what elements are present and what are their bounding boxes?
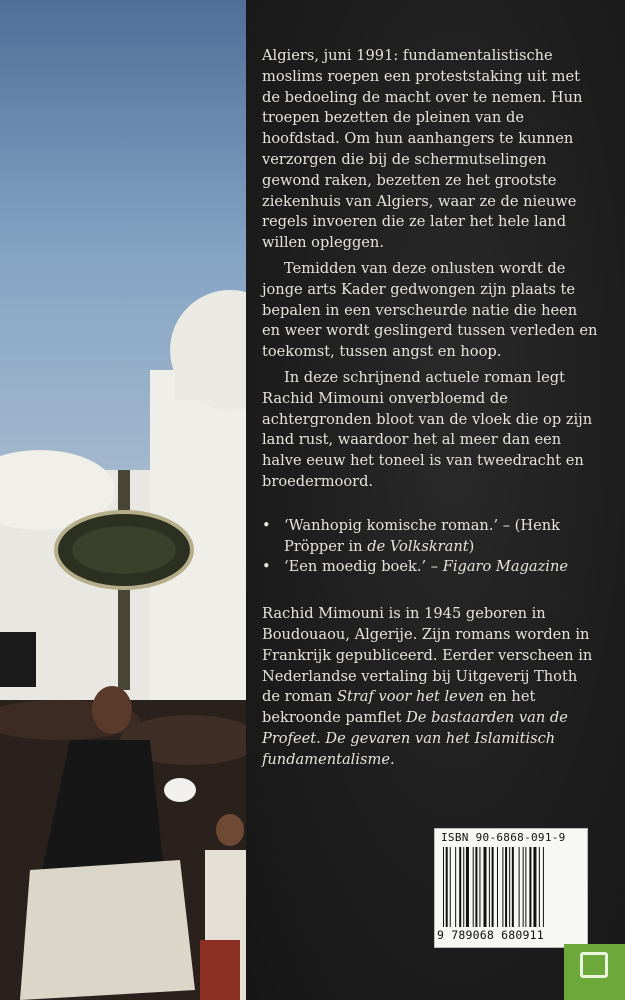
blurb-paragraph-1: Algiers, juni 1991: fundamentalistische moslims roepen een proteststaking uit met de bedoeling de macht over te nemen. Hun troepen bezetten de pleinen van de hoofdstad. Om hun aanhangers te kunnen verzorgen die bij de schermutselingen gewond raken, bezetten ze het grootste ziekenhuis van Algiers, waar ze de nieuwe regels invoeren die ze later het hele land willen opleggen. xyxy=(262,47,583,252)
barcode-bar xyxy=(450,847,451,927)
blurb-text xyxy=(262,46,598,771)
barcode-bar xyxy=(539,847,540,927)
barcode-bar xyxy=(475,847,477,927)
barcode-bar xyxy=(502,847,503,927)
barcode-bar xyxy=(446,847,448,927)
barcode-bar xyxy=(484,847,487,927)
barcode-bar xyxy=(443,847,444,927)
barcode-bar xyxy=(512,847,514,927)
blurb-paragraph-3: In deze schrijnend actuele roman legt Rachid Mimouni onverbloemd de achtergronden bloot van de vloek die op zijn land rust, waardoor het al meer dan een halve eeuw het toneel is van tweedracht en broedermoord. xyxy=(262,368,593,490)
barcode-bar xyxy=(466,847,469,927)
barcode-bar xyxy=(543,847,544,927)
isbn-label: ISBN 90-6868-091-9 xyxy=(441,831,566,844)
barcode-bar xyxy=(497,847,498,927)
barcode-bar xyxy=(489,847,490,927)
barcode-bar xyxy=(523,847,524,927)
barcode-bar xyxy=(509,847,510,927)
barcode-bar xyxy=(459,847,461,927)
review-quote-2: • ‘Een moedig boek.’ – Figaro Magazine xyxy=(262,557,598,578)
barcode-bar xyxy=(529,847,531,927)
lastdodo-logo xyxy=(564,944,625,1000)
barcode-bar xyxy=(455,847,456,927)
barcode-bar xyxy=(492,847,494,927)
barcode-bar xyxy=(473,847,474,927)
barcode-bar xyxy=(525,847,526,927)
barcode-bar xyxy=(505,847,507,927)
review-quotes xyxy=(262,516,598,578)
barcode-bars xyxy=(443,847,581,927)
cover-photo xyxy=(0,0,246,1000)
barcode-digits: 9 789068 680911 xyxy=(437,928,544,942)
barcode-bar xyxy=(463,847,464,927)
barcode-bar xyxy=(519,847,520,927)
barcode-bar xyxy=(533,847,536,927)
barcode-bar xyxy=(479,847,480,927)
author-bio: Rachid Mimouni is in 1945 geboren in Boudouaou, Algerije. Zijn romans worden in Frankrijk gepubliceerd. Eerder verscheen in Nederlandse vertaling bij Uitgeverij Thoth de roman Straf voor het leven en het bekroonde pamflet De bastaarden van de Profeet. De gevaren van het Islamitisch fundamentalisme. xyxy=(262,605,593,768)
blurb-paragraph-2: Temidden van deze onlusten wordt de jonge arts Kader gedwongen zijn plaats te bepalen in een verscheurde natie die heen en weer wordt geslingerd tussen verleden en toekomst, tussen angst en hoop. xyxy=(262,259,598,361)
isbn-barcode xyxy=(434,828,588,948)
review-quote-1: • ‘Wanhopig komische roman.’ – (Henk Pröpper in de Volkskrant) xyxy=(262,516,598,558)
logo-icon xyxy=(580,952,608,978)
